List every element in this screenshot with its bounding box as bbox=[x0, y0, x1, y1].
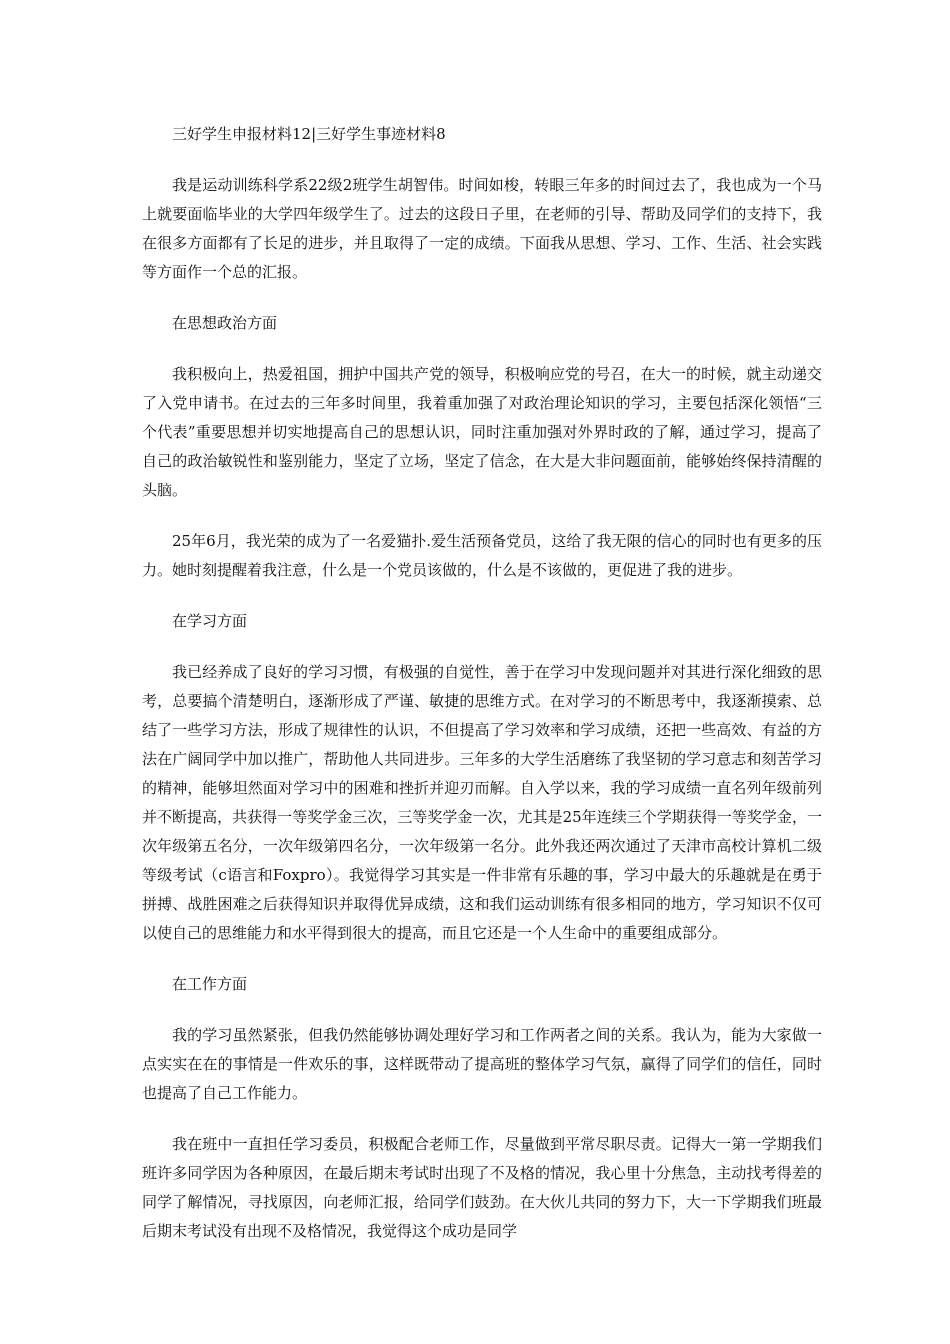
document-page bbox=[142, 120, 822, 1246]
intro-paragraph: 我是运动训练科学系22级2班学生胡智伟。时间如梭，转眼三年多的时间过去了，我也成为一个马上就要面临毕业的大学四年级学生了。过去的这段日子里，在老师的引导、帮助及同学们的支持下，我在很多方面都有了长足的进步，并且取得了一定的成绩。下面我从思想、学习、工作、生活、社会实践等方面作一个总的汇报。 bbox=[142, 176, 822, 281]
work-paragraph-2: 我在班中一直担任学习委员，积极配合老师工作，尽量做到平常尽职尽责。记得大一第一学期我们班许多同学因为各种原因，在最后期末考试时出现了不及格的情况，我心里十分焦急，主动找考得差的同学了解情况，寻找原因，向老师汇报，给同学们鼓劲。在大伙儿共同的努力下，大一下学期我们班最后期末考试没有出现不及格情况，我觉得这个成功是同学 bbox=[142, 1135, 822, 1240]
study-paragraph-1: 我已经养成了良好的学习习惯，有极强的自觉性，善于在学习中发现问题并对其进行深化细致的思考，总要搞个清楚明白，逐渐形成了严谨、敏捷的思维方式。在对学习的不断思考中，我逐渐摸索、总结了一些学习方法，形成了规律性的认识，不但提高了学习效率和学习成绩，还把一些高效、有益的方法在广阔同学中加以推广，帮助他人共同进步。三年多的大学生活磨练了我坚韧的学习意志和刻苦学习的精神，能够坦然面对学习中的困难和挫折并迎刃而解。自入学以来，我的学习成绩一直名列年级前列并不断提高，共获得一等奖学金三次，三等奖学金一次，尤其是25年连续三个学期获得一等奖学金，一次年级第五名分，一次年级第四名分，一次年级第一名分。此外我还两次通过了天津市高校计算机二级等级考试（c语言和Foxpro）。我觉得学习其实是一件非常有乐趣的事，学习中最大的乐趣就是在勇于拼搏、战胜困难之后获得知识并取得优异成绩，这和我们运动训练有很多相同的地方，学习知识不仅可以使自己的思维能力和水平得到很大的提高，而且它还是一个人生命中的重要组成部分。 bbox=[142, 663, 822, 942]
section-heading-politics: 在思想政治方面 bbox=[172, 314, 278, 332]
work-paragraph-1: 我的学习虽然紧张，但我仍然能够协调处理好学习和工作两者之间的关系。我认为，能为大家做一点实实在在的事情是一件欢乐的事，这样既带动了提高班的整体学习气氛，赢得了同学们的信任，同时也提高了自己工作能力。 bbox=[142, 1026, 822, 1102]
section-heading-work: 在工作方面 bbox=[172, 975, 248, 993]
document-title: 三好学生申报材料12|三好学生事迹材料8 bbox=[172, 125, 446, 143]
politics-paragraph-1: 我积极向上，热爱祖国，拥护中国共产党的领导，积极响应党的号召，在大一的时候，就主动递交了入党申请书。在过去的三年多时间里，我着重加强了对政治理论知识的学习，主要包括深化领悟“三个代表”重要思想并切实地提高自己的思想认识，同时注重加强对外界时政的了解，通过学习，提高了自己的政治敏锐性和鉴别能力，坚定了立场，坚定了信念，在大是大非问题面前，能够始终保持清醒的头脑。 bbox=[142, 365, 822, 499]
politics-paragraph-2: 25年6月，我光荣的成为了一名爱猫扑.爱生活预备党员，这给了我无限的信心的同时也有更多的压力。她时刻提醒着我注意，什么是一个党员该做的，什么是不该做的，更促进了我的进步。 bbox=[142, 532, 822, 579]
section-heading-study: 在学习方面 bbox=[172, 612, 248, 630]
